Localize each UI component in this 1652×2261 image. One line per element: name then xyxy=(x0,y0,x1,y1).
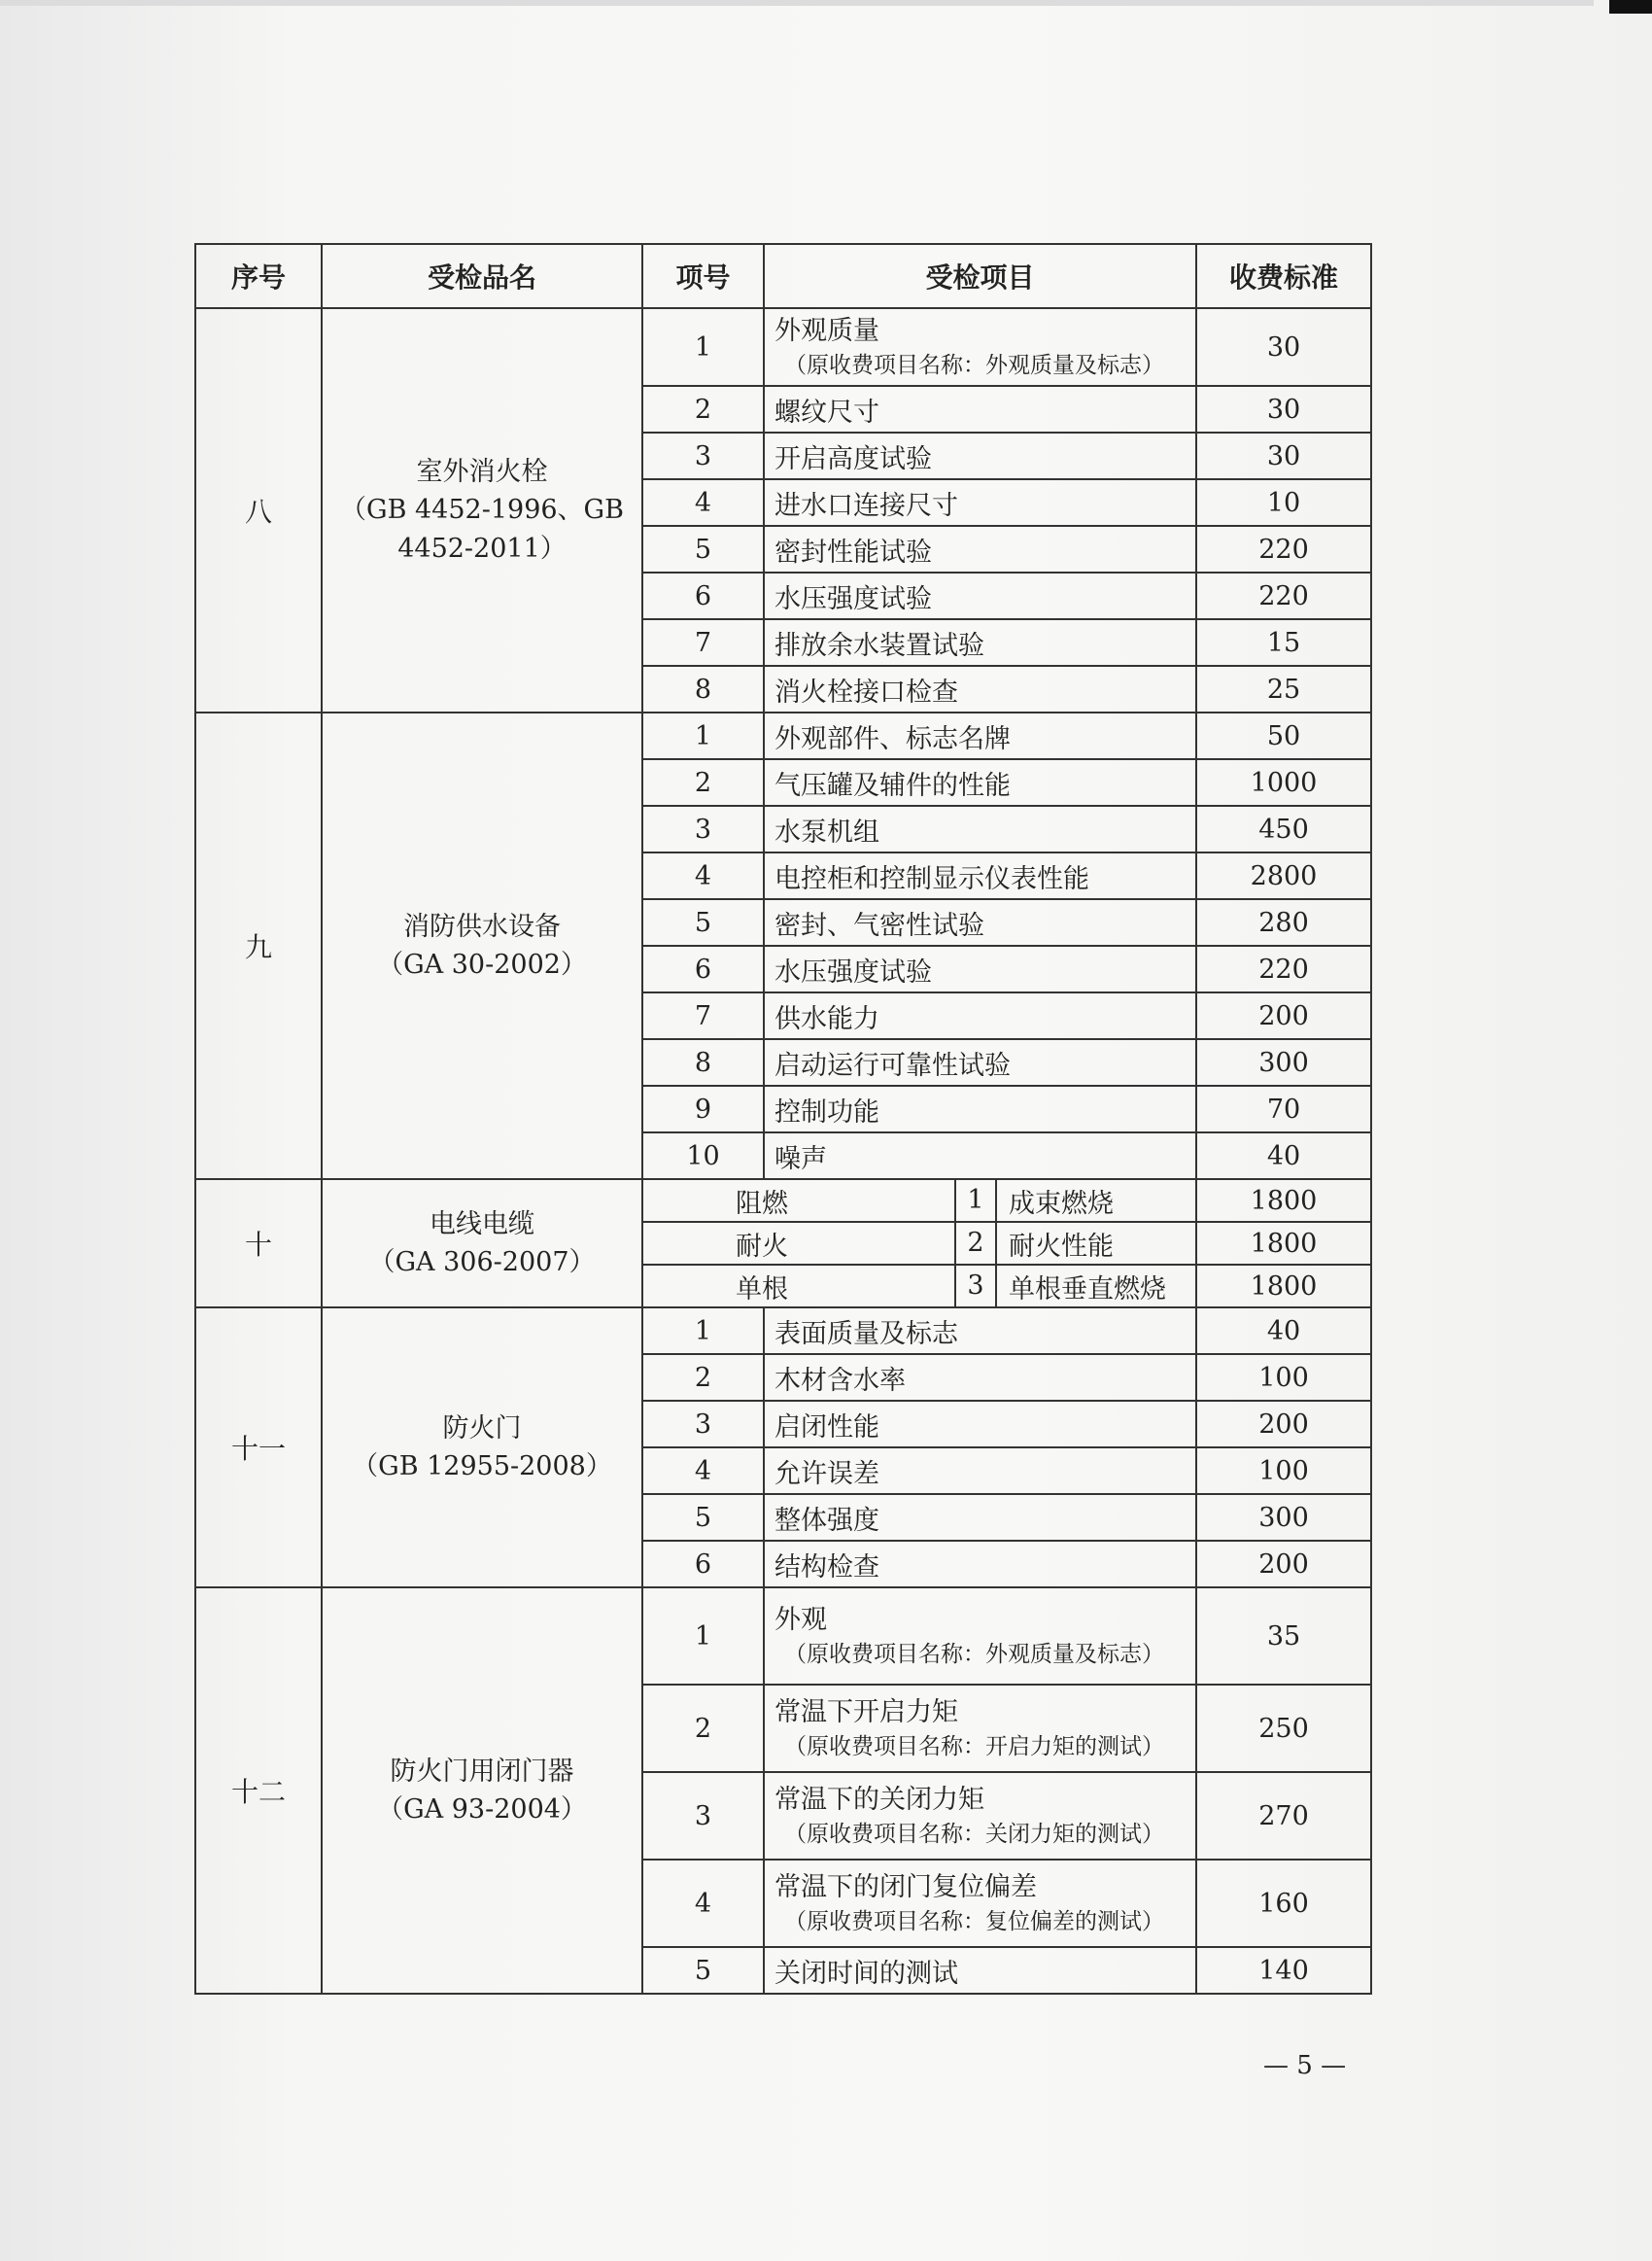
item-name: 整体强度 xyxy=(764,1494,1196,1541)
item-no: 6 xyxy=(642,1541,764,1587)
product-name-line: （GB 12955-2008） xyxy=(352,1451,612,1481)
item-no: 7 xyxy=(642,992,764,1039)
group-seq: 九 xyxy=(195,713,322,1179)
cable-sub-row xyxy=(642,1222,1196,1265)
product-name-line: 电线电缆 xyxy=(430,1208,534,1239)
item-fee: 35 xyxy=(1196,1587,1371,1685)
item-no: 2 xyxy=(954,1223,997,1264)
item-no: 5 xyxy=(642,899,764,946)
item-no: 1 xyxy=(642,308,764,386)
item-no: 2 xyxy=(642,1685,764,1772)
product-name-line: 4452-2011） xyxy=(397,533,567,564)
header-fee: 收费标准 xyxy=(1196,244,1371,308)
group-product-name xyxy=(322,1587,642,1994)
cable-category: 阻燃 xyxy=(736,1188,788,1219)
item-name: 控制功能 xyxy=(764,1086,1196,1132)
item-fee: 1800 xyxy=(1196,1222,1371,1265)
item-no: 3 xyxy=(954,1266,997,1306)
item-note: （原收费项目名称：开启力矩的测试） xyxy=(784,1733,1164,1759)
cable-category: 单根 xyxy=(736,1273,788,1304)
group-seq: 十二 xyxy=(195,1587,322,1994)
item-no: 9 xyxy=(642,1086,764,1132)
item-no: 3 xyxy=(642,1772,764,1860)
item-name: 关闭时间的测试 xyxy=(764,1947,1196,1994)
item-no: 5 xyxy=(642,1494,764,1541)
item-no: 1 xyxy=(642,1307,764,1354)
item-no: 5 xyxy=(642,526,764,573)
item-name: 启动运行可靠性试验 xyxy=(764,1039,1196,1086)
item-no: 4 xyxy=(642,479,764,526)
item-fee: 220 xyxy=(1196,946,1371,992)
item-note: （原收费项目名称：外观质量及标志） xyxy=(784,352,1164,378)
group-product-name xyxy=(322,308,642,713)
scan-corner xyxy=(1609,0,1652,14)
item-fee: 70 xyxy=(1196,1086,1371,1132)
item-fee: 2800 xyxy=(1196,852,1371,899)
group-seq: 十一 xyxy=(195,1307,322,1587)
item-name: 水泵机组 xyxy=(764,806,1196,852)
table-row xyxy=(195,308,1371,386)
item-name: 允许误差 xyxy=(764,1447,1196,1494)
item-no: 6 xyxy=(642,946,764,992)
item-name: 开启高度试验 xyxy=(764,433,1196,479)
item-name: 消火栓接口检查 xyxy=(764,666,1196,713)
table-row xyxy=(195,1587,1371,1685)
item-text: 外观 xyxy=(774,1604,827,1635)
item-fee: 1000 xyxy=(1196,759,1371,806)
item-name xyxy=(764,1685,1196,1772)
item-no: 3 xyxy=(642,1401,764,1447)
item-name: 螺纹尺寸 xyxy=(764,386,1196,433)
product-name-line: （GB 4452-1996、GB xyxy=(340,495,624,526)
item-fee: 30 xyxy=(1196,433,1371,479)
item-name: 密封、气密性试验 xyxy=(764,899,1196,946)
table-row xyxy=(195,1179,1371,1222)
scan-edge xyxy=(0,0,1594,6)
item-no: 1 xyxy=(642,1587,764,1685)
item-fee: 270 xyxy=(1196,1772,1371,1860)
item-fee: 220 xyxy=(1196,526,1371,573)
group-product-name xyxy=(322,713,642,1179)
item-name: 噪声 xyxy=(764,1132,1196,1179)
item-fee: 250 xyxy=(1196,1685,1371,1772)
item-name: 排放余水装置试验 xyxy=(764,619,1196,666)
item-no: 1 xyxy=(954,1180,997,1221)
item-note: （原收费项目名称：复位偏差的测试） xyxy=(784,1908,1164,1934)
item-name xyxy=(764,1860,1196,1947)
item-fee: 280 xyxy=(1196,899,1371,946)
item-fee: 100 xyxy=(1196,1447,1371,1494)
product-name-line: （GA 30-2002） xyxy=(377,950,587,980)
header-product: 受检品名 xyxy=(322,244,642,308)
item-fee: 40 xyxy=(1196,1132,1371,1179)
item-no: 4 xyxy=(642,1860,764,1947)
item-fee: 200 xyxy=(1196,1541,1371,1587)
item-fee: 15 xyxy=(1196,619,1371,666)
item-text: 常温下的闭门复位偏差 xyxy=(774,1871,1037,1902)
product-name-line: 室外消火栓 xyxy=(416,457,548,488)
group-seq: 八 xyxy=(195,308,322,713)
table-header-row xyxy=(195,244,1371,308)
item-fee: 300 xyxy=(1196,1039,1371,1086)
item-no: 4 xyxy=(642,852,764,899)
product-name-line: 防火门用闭门器 xyxy=(390,1756,574,1787)
cable-sub-row xyxy=(642,1265,1196,1307)
item-fee: 50 xyxy=(1196,713,1371,759)
item-name: 启闭性能 xyxy=(764,1401,1196,1447)
product-name-line: 防火门 xyxy=(442,1412,522,1444)
item-name: 供水能力 xyxy=(764,992,1196,1039)
cable-sub-row xyxy=(642,1179,1196,1222)
item-no: 10 xyxy=(642,1132,764,1179)
item-name: 气压罐及辅件的性能 xyxy=(764,759,1196,806)
item-fee: 450 xyxy=(1196,806,1371,852)
item-fee: 10 xyxy=(1196,479,1371,526)
item-no: 8 xyxy=(642,1039,764,1086)
product-name-line: （GA 93-2004） xyxy=(377,1794,587,1825)
table-row xyxy=(195,713,1371,759)
item-name xyxy=(764,1772,1196,1860)
item-fee: 1800 xyxy=(1196,1179,1371,1222)
item-fee: 100 xyxy=(1196,1354,1371,1401)
item-text: 外观质量 xyxy=(774,315,879,346)
item-name xyxy=(764,1587,1196,1685)
group-seq: 十 xyxy=(195,1179,322,1307)
item-no: 8 xyxy=(642,666,764,713)
group-product-name xyxy=(322,1307,642,1587)
item-fee: 140 xyxy=(1196,1947,1371,1994)
item-name: 水压强度试验 xyxy=(764,573,1196,619)
page-number: — 5 — xyxy=(1263,2051,1347,2080)
item-fee: 200 xyxy=(1196,992,1371,1039)
item-name: 水压强度试验 xyxy=(764,946,1196,992)
item-no: 1 xyxy=(642,713,764,759)
group-product-name xyxy=(322,1179,642,1307)
cable-category: 耐火 xyxy=(736,1231,788,1262)
item-fee: 220 xyxy=(1196,573,1371,619)
item-no: 2 xyxy=(642,759,764,806)
item-fee: 25 xyxy=(1196,666,1371,713)
item-name xyxy=(764,308,1196,386)
item-text: 常温下的关闭力矩 xyxy=(774,1784,984,1815)
item-name: 成束燃烧 xyxy=(1009,1188,1114,1219)
product-name-line: （GA 306-2007） xyxy=(368,1247,596,1277)
item-fee: 200 xyxy=(1196,1401,1371,1447)
item-name: 表面质量及标志 xyxy=(764,1307,1196,1354)
item-no: 2 xyxy=(642,386,764,433)
item-no: 3 xyxy=(642,806,764,852)
item-no: 6 xyxy=(642,573,764,619)
item-text: 常温下开启力矩 xyxy=(774,1696,958,1727)
item-name: 木材含水率 xyxy=(764,1354,1196,1401)
item-fee: 30 xyxy=(1196,308,1371,386)
product-name-line: 消防供水设备 xyxy=(403,911,561,942)
table-row xyxy=(195,1307,1371,1354)
item-no: 4 xyxy=(642,1447,764,1494)
item-name: 进水口连接尺寸 xyxy=(764,479,1196,526)
item-fee: 300 xyxy=(1196,1494,1371,1541)
item-no: 2 xyxy=(642,1354,764,1401)
item-name: 耐火性能 xyxy=(1009,1231,1114,1262)
item-fee: 1800 xyxy=(1196,1265,1371,1307)
item-fee: 40 xyxy=(1196,1307,1371,1354)
header-seq: 序号 xyxy=(195,244,322,308)
item-name: 结构检查 xyxy=(764,1541,1196,1587)
fee-table xyxy=(194,243,1372,1995)
item-name: 密封性能试验 xyxy=(764,526,1196,573)
header-item-no: 项号 xyxy=(642,244,764,308)
header-item: 受检项目 xyxy=(764,244,1196,308)
item-name: 单根垂直燃烧 xyxy=(1009,1273,1166,1304)
item-name: 电控柜和控制显示仪表性能 xyxy=(764,852,1196,899)
item-fee: 160 xyxy=(1196,1860,1371,1947)
item-no: 7 xyxy=(642,619,764,666)
item-note: （原收费项目名称：外观质量及标志） xyxy=(784,1641,1164,1667)
item-name: 外观部件、标志名牌 xyxy=(764,713,1196,759)
item-note: （原收费项目名称：关闭力矩的测试） xyxy=(784,1821,1164,1847)
item-no: 5 xyxy=(642,1947,764,1994)
item-no: 3 xyxy=(642,433,764,479)
item-fee: 30 xyxy=(1196,386,1371,433)
